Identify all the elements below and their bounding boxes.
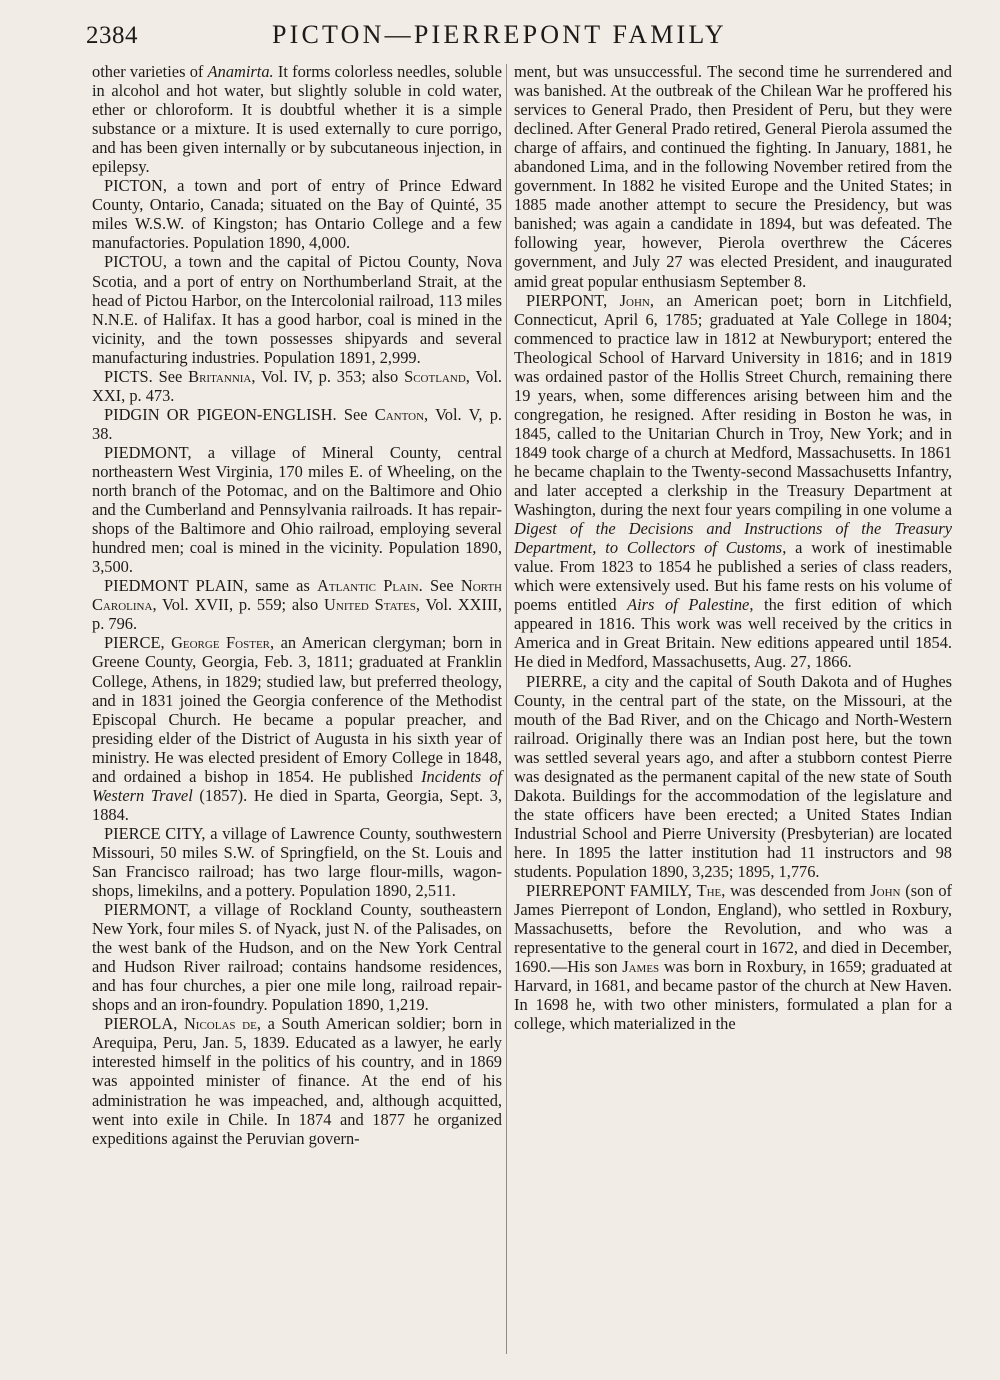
entry-picts: PICTS. See Britannia, Vol. IV, p. 353; also Scotland, Vol. XXI, p. 473. bbox=[92, 366, 503, 405]
entry-pictou: PICTOU, a town and the capital of Pictou County, Nova Scotia, and a port of entry on Northumberland Strait, at the head of Pictou Harbor, on the Intercolonial railroad, 113 miles N.N.E. of Halifax. It has a good harbor, coal is mined in the vicinity, and the town possesses shipyards and several manufacturing industries. Population 1891, 2,999. bbox=[92, 252, 502, 367]
entry-pierola: PIEROLA, Nicolas de, a South American soldier; born in Arequipa, Peru, Jan. 5, 1839. Educated as a lawyer, he early interested himself in the politics of his country, and in 1869 was appointed minister of finance. At the end of his administration he was impeached, and, although acquitted, went into exile in Chile. In 1874 and 1877 he organized expeditions against the Peruvian govern- bbox=[92, 1014, 502, 1148]
entry-piedmont-plain: PIEDMONT PLAIN, same as Atlantic Plain. See North Carolina, Vol. XVII, p. 559; also United States, Vol. XXIII, p. 796. bbox=[92, 576, 502, 634]
entry-pidgin: PIDGIN OR PIGEON-ENGLISH. See Canton, Vol. V, p. 38. bbox=[92, 404, 502, 443]
entry-pierre: PIERRE, a city and the capital of South Dakota and of Hughes County, in the central part of the state, on the Missouri, at the mouth of the Bad River, and on the Chicago and North-Western railroad. Originally there was an Indian post here, but the town was settled several years ago, and after a stubborn contest Pierre was designated as the permanent capital of the new state of South Dakota. Buildings for the accommodation of the legislature and the state officers have been erected; a United States Indian Industrial School and Pierre University (Presbyterian) are located here. In 1895 the latter institution had 11 instructors and 98 students. Population 1890, 3,235; 1895, 1,776. bbox=[514, 671, 952, 881]
entry-pierce: PIERCE, George Foster, an American clergyman; born in Greene County, Georgia, Feb. 3, 1811; graduated at Franklin College, Athens, in 1829; studied law, but preferred theology, and in 1831 joined the Georgia conference of the Methodist Episcopal Church. He became a popular preacher, and presiding elder of the District of Augusta in his sixth year of ministry. He was elected president of Emory College in 1848, and ordained a bishop in 1854. He published Incidents of Western Travel (1857). He died in Sparta, Georgia, Sept. 3, 1884. bbox=[92, 633, 503, 824]
entry-piedmont: PIEDMONT, a village of Mineral County, central northeastern West Virginia, 170 miles E. of Wheeling, on the north branch of the Potomac, and on the Baltimore and Ohio and the Cumberland and Pennsylvania railroads. It has repair-shops of the Baltimore and Ohio railroad, employing several hundred men; coal is mined in the vicinity. Population 1890, 3,500. bbox=[92, 442, 502, 577]
left-column bbox=[92, 62, 502, 1148]
column-divider bbox=[506, 64, 507, 1354]
entry-pierola-continuation: ment, but was unsuccessful. The second time he surrendered and was banished. At the outbreak of the Chilean War he proffered his services to General Prado, then President of Peru, but they were declined. After General Prado retired, General Pierola assumed the charge of affairs, and continued the fighting. In January, 1881, he abandoned Lima, and in the following November retired from the government. In 1882 he visited Europe and the United States; in 1885 made another attempt to secure the Presidency, but was banished; was again a candidate in 1894, but was defeated. The following year, however, Pierola overthrew the Cáceres government, and July 27 was elected President, and inaugurated amid great popular enthusiasm September 8. bbox=[514, 62, 952, 291]
entry-pierpont: PIERPONT, John, an American poet; born in Litchfield, Connecticut, April 6, 1785; graduated at Yale College in 1804; commenced to practice law in 1812 at Newburyport; entered the Theological School of Harvard University in 1816; and in 1819 was ordained pastor of the Hollis Street Church, remaining there 19 years, when, some differences arising between him and the congregation, he resigned. After residing in Boston he was, in 1845, called to the Unitarian Church in Troy, New York; and in 1849 took charge of a church at Medford, Massachusetts. In 1861 he became chaplain to the Twenty-second Massachusetts Infantry, and later accepted a clerkship in the Treasury Department at Washington, during the next four years compiling in one volume a Digest of the Decisions and Instructions of the Treasury Department, to Collectors of Customs, a work of inestimable value. From 1823 to 1854 he published a series of class readers, which were extensively used. But his fame rests on his volume of poems entitled Airs of Palestine, the first edition of which appeared in 1816. This work was well received by the critics in America and in Great Britain. New editions appeared until 1854. He died in Medford, Massachusetts, Aug. 27, 1866. bbox=[514, 290, 952, 672]
page-number: 2384 bbox=[86, 22, 138, 49]
entry-anamirta-continuation: other varieties of Anamirta. It forms colorless needles, soluble in alcohol and hot water, but slightly soluble in cold water, ether or chloroform. It is doubtful whether it is a simple substance or a mixture. It is used externally to cure porrigo, and has been given internally or by subcutaneous injection, in epilepsy. bbox=[92, 62, 502, 177]
entry-piermont: PIERMONT, a village of Rockland County, southeastern New York, four miles S. of Nyack, just N. of the Palisades, on the west bank of the Hudson, and on the New York Central and Hudson River railroad; contains handsome residences, and has four churches, a pier one mile long, railroad repair-shops and an iron-foundry. Population 1890, 1,219. bbox=[92, 900, 502, 1015]
right-column bbox=[514, 62, 952, 1033]
page-header bbox=[86, 18, 980, 54]
running-title: PICTON—PIERREPONT FAMILY bbox=[272, 20, 727, 49]
entry-pierce-city: PIERCE CITY, a village of Lawrence County, southwestern Missouri, 50 miles S.W. of Springfield, on the St. Louis and San Francisco railroad; has two large flour-mills, wagon-shops, limekilns, and a pottery. Population 1890, 2,511. bbox=[92, 823, 502, 901]
entry-pierrepont-family: PIERREPONT FAMILY, The, was descended from John (son of James Pierrepont of London, England), who settled in Roxbury, Massachusetts, before the Revolution, and who was a representative to the general court in 1672, and died in December, 1690.—His son James was born in Roxbury, in 1659; graduated at Harvard, in 1681, and became pastor of the church at New Haven. In 1698 he, with two other ministers, formulated a plan for a college, which materialized in the bbox=[514, 881, 953, 1034]
entry-picton: PICTON, a town and port of entry of Prince Edward County, Ontario, Canada; situated on the Bay of Quinté, 35 miles W.S.W. of Kingston; has Ontario College and a few manufactories. Population 1890, 4,000. bbox=[92, 176, 502, 253]
